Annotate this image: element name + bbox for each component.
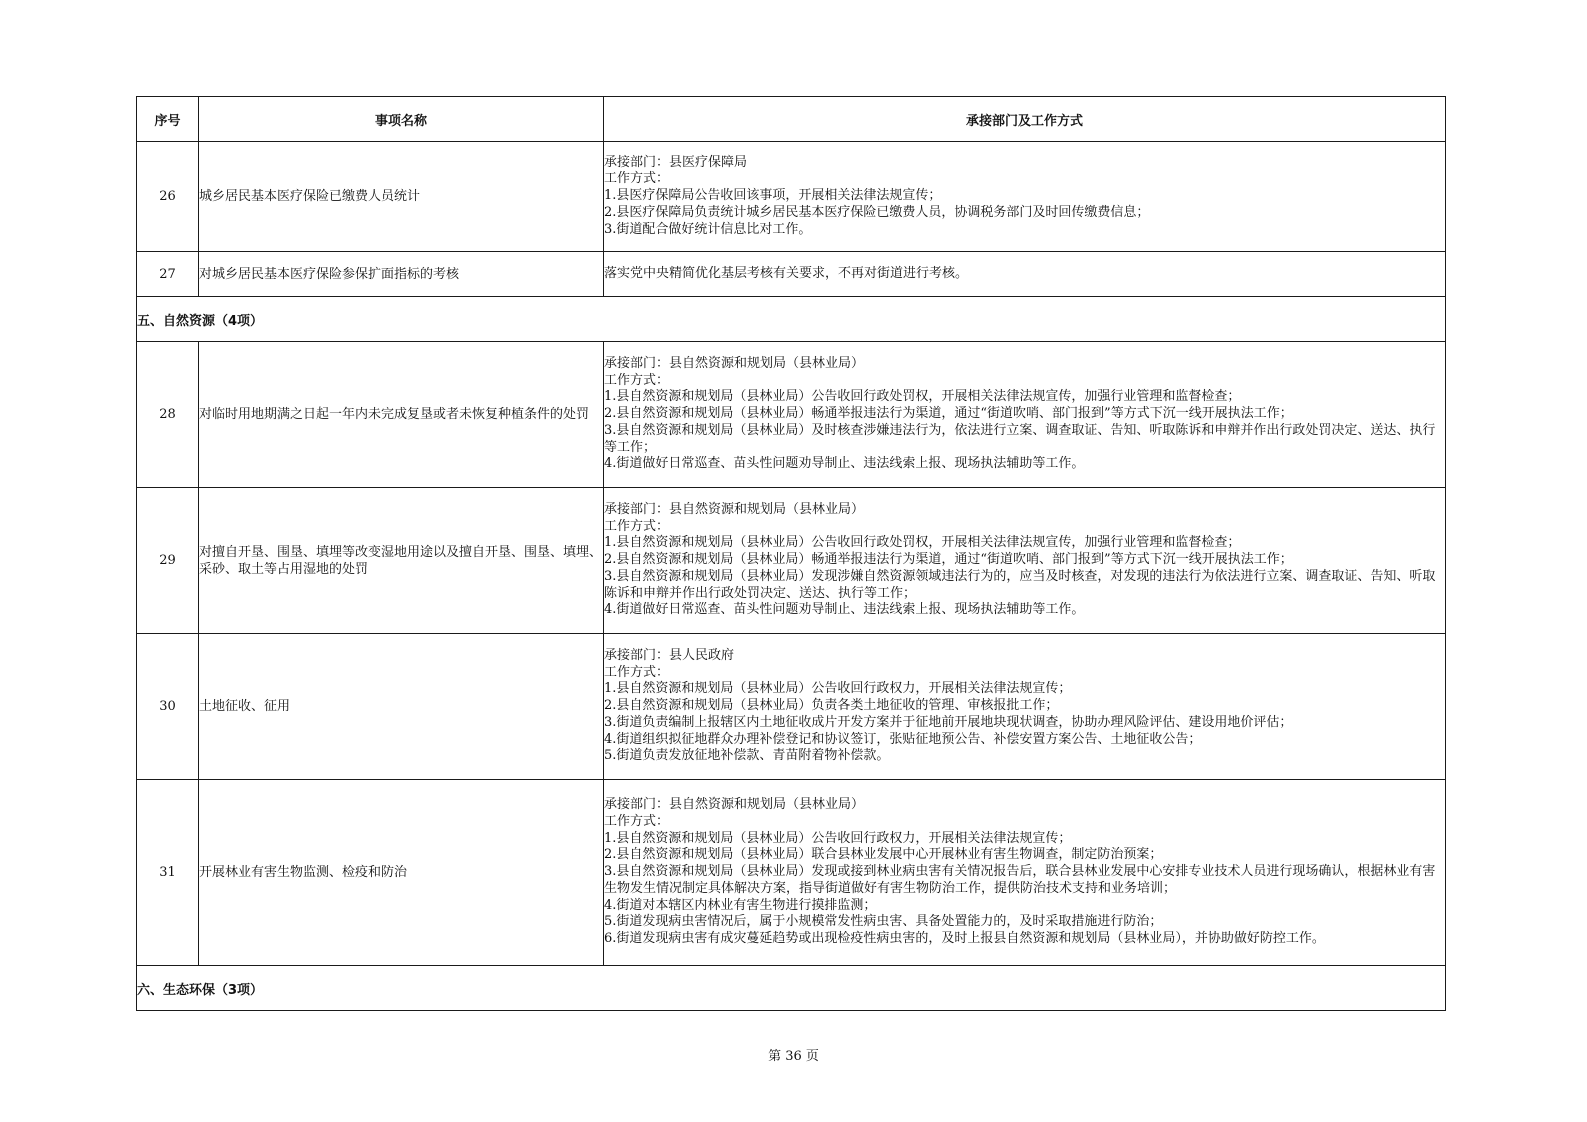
method-line: 3.街道配合做好统计信息比对工作。 (604, 221, 812, 237)
matter-name: 开展林业有害生物监测、检疫和防治 (199, 780, 604, 966)
method-line: 承接部门：县自然资源和规划局（县林业局） (604, 796, 865, 812)
method-line: 6.街道发现病虫害有成灾蔓延趋势或出现检疫性病虫害的，及时上报县自然资源和规划局（县林业局），并协助做好防控工作。 (604, 931, 1325, 947)
method-line: 工作方式： (604, 518, 670, 534)
matters-table (136, 96, 1446, 1011)
department-and-method (604, 342, 1446, 488)
method-line: 承接部门：县人民政府 (604, 647, 735, 663)
method-line: 1.县自然资源和规划局（县林业局）公告收回行政处罚权，开展相关法律法规宣传，加强行业管理和监督检查； (604, 535, 1241, 551)
method-line: 承接部门：县自然资源和规划局（县林业局） (604, 501, 865, 517)
table-body (137, 142, 1446, 1011)
method-line: 工作方式： (604, 171, 670, 187)
department-and-method (604, 634, 1446, 780)
matter-name: 对临时用地期满之日起一年内未完成复垦或者未恢复种植条件的处罚 (199, 342, 604, 488)
row-index: 29 (137, 488, 199, 634)
table-row (137, 142, 1446, 252)
matter-name: 对擅自开垦、围垦、填埋等改变湿地用途以及擅自开垦、围垦、填埋、采砂、取土等占用湿地的处罚 (199, 488, 604, 634)
table-row (137, 252, 1446, 297)
method-line: 3.县自然资源和规划局（县林业局）发现涉嫌自然资源领域违法行为的，应当及时核查，对发现的违法行为依法进行立案、调查取证、告知、听取陈诉和申辩并作出行政处罚决定、送达、执行等工作； (604, 568, 1436, 601)
section-title: 五、自然资源（4项） (137, 297, 1446, 342)
matter-name: 土地征收、征用 (199, 634, 604, 780)
method-line: 落实党中央精简优化基层考核有关要求，不再对街道进行考核。 (604, 265, 969, 281)
department-and-method (604, 252, 1446, 297)
method-line: 2.县自然资源和规划局（县林业局）畅通举报违法行为渠道，通过“街道吹哨、部门报到”等方式下沉一线开展执法工作； (604, 552, 1293, 568)
column-header-name: 事项名称 (199, 97, 604, 142)
method-line: 3.县自然资源和规划局（县林业局）及时核查涉嫌违法行为，依法进行立案、调查取证、告知、听取陈诉和申辩并作出行政处罚决定、送达、执行等工作； (604, 422, 1436, 455)
section-row (137, 297, 1446, 342)
column-header-index: 序号 (137, 97, 199, 142)
method-line: 3.县自然资源和规划局（县林业局）发现或接到林业病虫害有关情况报告后，联合县林业发展中心安排专业技术人员进行现场确认，根据林业有害生物发生情况制定具体解决方案，指导街道做好有害生物防治工作，提供防治技术支持和业务培训； (604, 864, 1436, 896)
method-line: 5.街道发现病虫害情况后，属于小规模常发性病虫害、具备处置能力的，及时采取措施进行防治； (604, 914, 1163, 930)
department-and-method (604, 780, 1446, 966)
method-line: 1.县自然资源和规划局（县林业局）公告收回行政权力，开展相关法律法规宣传； (604, 681, 1072, 697)
method-line: 1.县医疗保障局公告收回该事项，开展相关法律法规宣传； (604, 188, 942, 204)
row-index: 30 (137, 634, 199, 780)
page-number: 第 36 页 (768, 1049, 819, 1064)
method-line: 承接部门：县医疗保障局 (604, 154, 748, 170)
method-line: 4.街道做好日常巡查、苗头性问题劝导制止、违法线索上报、现场执法辅助等工作。 (604, 456, 1085, 472)
table-row (137, 780, 1446, 966)
method-line: 2.县自然资源和规划局（县林业局）畅通举报违法行为渠道，通过“街道吹哨、部门报到”等方式下沉一线开展执法工作； (604, 406, 1293, 422)
matter-name: 城乡居民基本医疗保险已缴费人员统计 (199, 142, 604, 252)
method-line: 4.街道组织拟征地群众办理补偿登记和协议签订，张贴征地预公告、补偿安置方案公告、土地征收公告； (604, 731, 1202, 747)
table-row (137, 634, 1446, 780)
section-title: 六、生态环保（3项） (137, 966, 1446, 1011)
row-index: 26 (137, 142, 199, 252)
method-line: 工作方式： (604, 813, 670, 829)
method-line: 工作方式： (604, 664, 670, 680)
table-row (137, 488, 1446, 634)
department-and-method (604, 142, 1446, 252)
table-row (137, 342, 1446, 488)
method-line: 2.县自然资源和规划局（县林业局）负责各类土地征收的管理、审核报批工作； (604, 698, 1059, 714)
method-line: 工作方式： (604, 372, 670, 388)
column-header-method: 承接部门及工作方式 (604, 97, 1446, 142)
table-header-row (137, 97, 1446, 142)
row-index: 28 (137, 342, 199, 488)
method-line: 1.县自然资源和规划局（县林业局）公告收回行政处罚权，开展相关法律法规宣传，加强行业管理和监督检查； (604, 389, 1241, 405)
department-and-method (604, 488, 1446, 634)
method-line: 2.县医疗保障局负责统计城乡居民基本医疗保险已缴费人员，协调税务部门及时回传缴费信息； (604, 204, 1150, 220)
section-row (137, 966, 1446, 1011)
method-line: 4.街道做好日常巡查、苗头性问题劝导制止、违法线索上报、现场执法辅助等工作。 (604, 602, 1085, 618)
method-line: 5.街道负责发放征地补偿款、青苗附着物补偿款。 (604, 748, 890, 764)
row-index: 31 (137, 780, 199, 966)
method-line: 2.县自然资源和规划局（县林业局）联合县林业发展中心开展林业有害生物调查，制定防治预案； (604, 847, 1163, 863)
method-line: 承接部门：县自然资源和规划局（县林业局） (604, 355, 865, 371)
matter-name: 对城乡居民基本医疗保险参保扩面指标的考核 (199, 252, 604, 297)
method-line: 3.街道负责编制上报辖区内土地征收成片开发方案并于征地前开展地块现状调查，协助办理风险评估、建设用地价评估； (604, 714, 1293, 730)
row-index: 27 (137, 252, 199, 297)
method-line: 4.街道对本辖区内林业有害生物进行摸排监测； (604, 897, 877, 913)
method-line: 1.县自然资源和规划局（县林业局）公告收回行政权力，开展相关法律法规宣传； (604, 830, 1072, 846)
